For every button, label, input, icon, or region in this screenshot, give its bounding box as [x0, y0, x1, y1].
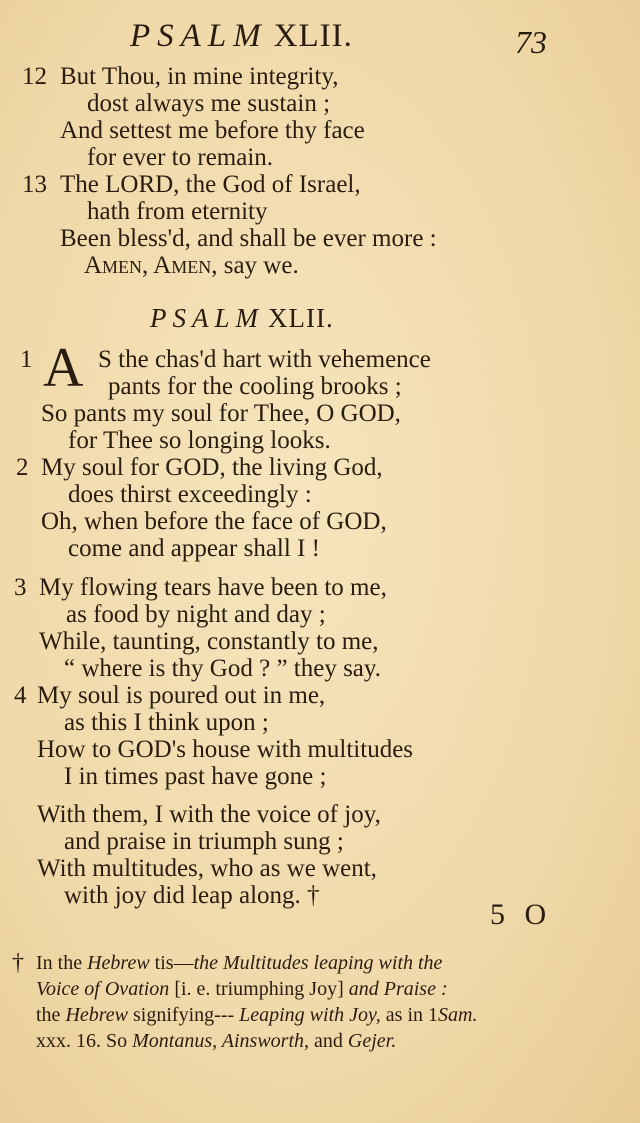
- psalm-title-number: XLII.: [268, 303, 334, 333]
- footnote-italic: Hebrew: [65, 1004, 129, 1026]
- running-head: [130, 18, 353, 55]
- footnote-text: [i. e. triumphing Joy]: [169, 978, 349, 1000]
- verse-line: Been bless'd, and shall be ever more :: [60, 225, 437, 252]
- footnote-text: as in 1: [380, 1004, 438, 1026]
- verse-line: While, taunting, constantly to me,: [39, 628, 379, 655]
- verse-line: hath from eternity: [87, 198, 268, 225]
- footnote-line: [36, 1028, 396, 1054]
- verse-line: But Thou, in mine integrity,: [60, 63, 339, 90]
- verse-number: 4: [14, 682, 27, 709]
- verse-line: The LORD, the God of Israel,: [60, 171, 361, 198]
- page-header: [0, 14, 640, 58]
- verse-line: with joy did leap along. †: [64, 882, 320, 909]
- verse-number: 3: [14, 574, 27, 601]
- footnote-line: [36, 950, 442, 976]
- running-head-number: XLII.: [273, 18, 353, 54]
- verse-line: My flowing tears have been to me,: [39, 574, 387, 601]
- verse-line: With multitudes, who as we went,: [37, 855, 377, 882]
- verse-line: So pants my soul for Thee, O GOD,: [41, 400, 401, 427]
- page-number: 73: [515, 24, 547, 60]
- verse-line: I in times past have gone ;: [64, 763, 327, 790]
- footnote-italic: Sam.: [438, 1004, 478, 1026]
- verse-line: My soul for GOD, the living God,: [41, 454, 383, 481]
- footnote-text: tis—: [149, 952, 194, 974]
- footnote-text: In the: [36, 952, 88, 974]
- verse-line: And settest me before thy face: [60, 117, 365, 144]
- verse-number: 12: [22, 63, 47, 90]
- verse-line: come and appear shall I !: [68, 535, 320, 562]
- amen-text: Amen, Amen,: [84, 252, 218, 279]
- verse-line: My soul is poured out in me,: [37, 682, 326, 709]
- verse-line: pants for the cooling brooks ;: [108, 373, 402, 400]
- footnote-italic: Leaping with Joy,: [239, 1004, 381, 1026]
- verse-number: 1: [20, 346, 33, 373]
- verse-line: “ where is thy God ? ” they say.: [64, 655, 382, 682]
- verse-line: dost always me sustain ;: [87, 90, 331, 117]
- verse-line: as food by night and day ;: [66, 601, 326, 628]
- verse-number: 2: [16, 454, 29, 481]
- verse-line: for ever to remain.: [87, 144, 274, 171]
- footnote-text: signifying---: [128, 1004, 240, 1026]
- verse-number: 13: [22, 171, 47, 198]
- verse-line: does thirst exceedingly :: [68, 481, 312, 508]
- verse-line: for Thee so longing looks.: [68, 427, 331, 454]
- verse-line: as this I think upon ;: [64, 709, 269, 736]
- psalm-title-word: PSALM: [150, 303, 264, 333]
- verse-line: S the chas'd hart with vehemence: [98, 346, 431, 373]
- footnote-italic: Gejer.: [347, 1030, 397, 1052]
- footnote-text: and: [309, 1030, 348, 1052]
- amen-line: [84, 251, 299, 281]
- verse-line: and praise in triumph sung ;: [64, 828, 344, 855]
- footnote-text: xxx. 16. So: [36, 1030, 133, 1052]
- footnote-italic: Hebrew: [87, 952, 150, 974]
- psalm-title: [150, 303, 334, 334]
- footnote-italic: the Multitudes leaping with the: [193, 952, 443, 974]
- drop-cap: A: [43, 337, 84, 399]
- running-head-title: PSALM: [130, 18, 268, 54]
- signature-mark: 5 O: [490, 898, 553, 931]
- footnote-text: the: [36, 1004, 66, 1026]
- footnote-italic: Voice of Ovation: [36, 978, 170, 1000]
- footnote-italic: Montanus, Ainsworth,: [132, 1030, 309, 1052]
- footnote-dagger: †: [12, 950, 24, 976]
- amen-tail: say we.: [223, 252, 299, 279]
- verse-line: Oh, when before the face of GOD,: [41, 508, 387, 535]
- footnote-line: [36, 1002, 477, 1028]
- verse-line: With them, I with the voice of joy,: [37, 801, 381, 828]
- footnote-line: [36, 976, 448, 1002]
- footnote-italic: and Praise :: [348, 978, 448, 1000]
- verse-line: How to GOD's house with multitudes: [37, 736, 414, 763]
